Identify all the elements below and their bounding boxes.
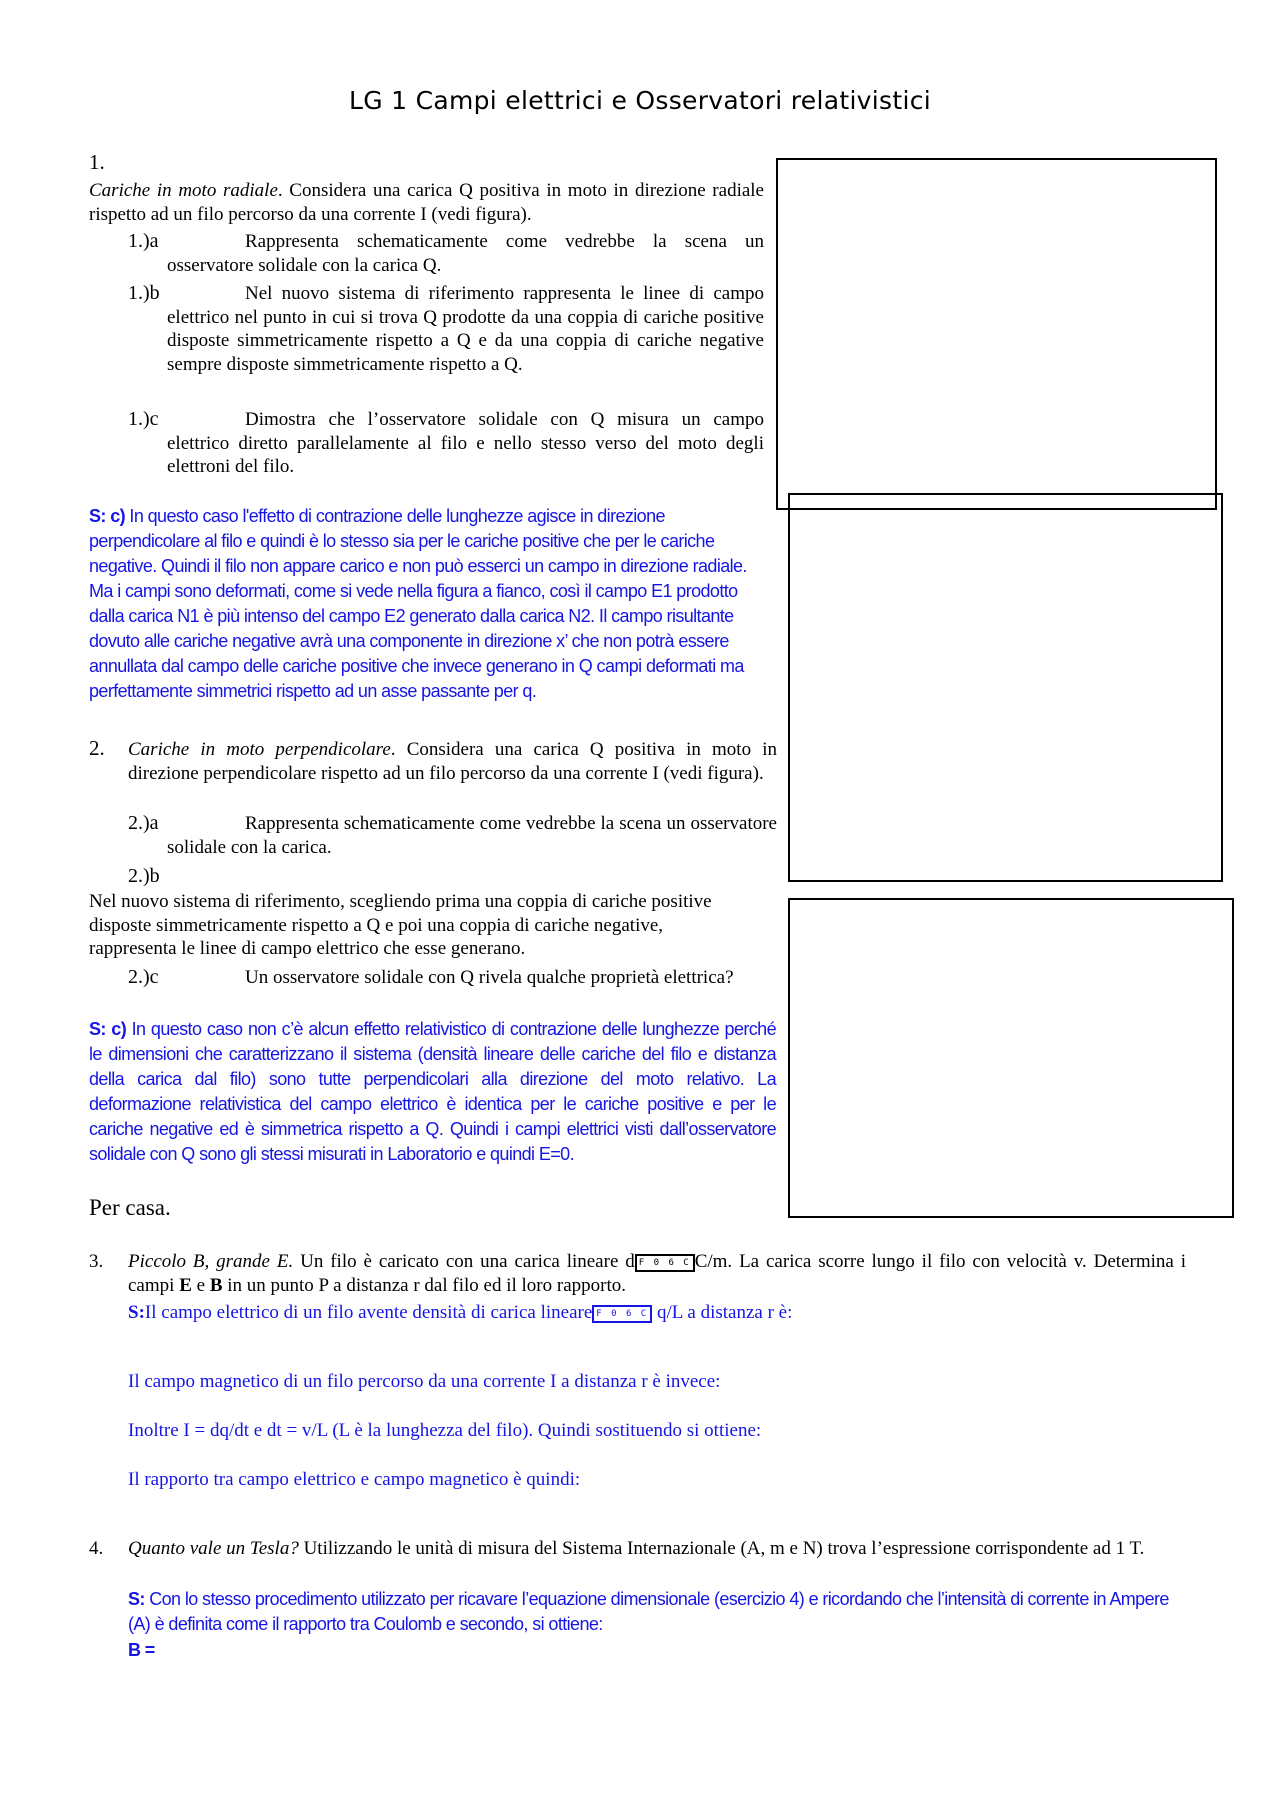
q3-text [128, 1250, 1186, 1297]
q3-text-part2: C/m. La carica scorre lungo il filo con velocità v. Determina i campi [128, 1251, 1186, 1296]
q4-solution-prefix: S: [128, 1589, 145, 1609]
q2-solution-text: In questo caso non c’è alcun effetto relativistico di contrazione delle lunghezze perché le dimensioni che caratterizzano il sistema (densità lineare delle cariche del filo e distanza della carica dal filo) sono tutte perpendicolari alla direzione del moto relativo. La deformazione relativistica del campo elettrico è identica per le cariche positive e per le cariche negative ed è simmetrica rispetto a Q. Quindi i campi elettrici visti dall’osservatore solidale con Q sono gli stessi misurati in Laboratorio e quindi E=0. [89, 1019, 776, 1164]
q1-item-b [128, 282, 764, 376]
q3-solution-part2: q/L a distanza r è: [652, 1302, 793, 1323]
q2-solution-prefix: S: c) [89, 1019, 127, 1039]
q2-item-b-label: 2.)b [128, 865, 160, 887]
q1-item-c-label: 1.)c [128, 408, 159, 430]
q4-solution-b [128, 1638, 155, 1663]
q3-text-part1: Un filo è caricato con una carica lineare d [293, 1251, 635, 1272]
q3-solution-ratio: Il rapporto tra campo elettrico e campo magnetico è quindi: [128, 1469, 581, 1490]
q3-solution-prefix: S: [128, 1302, 145, 1323]
homework-heading: Per casa. [89, 1195, 171, 1220]
q2-intro-text: . Considera una carica Q positiva in moto in direzione perpendicolare rispetto ad un filo percorso da una corrente I (vedi figura). [128, 739, 777, 784]
q2-item-a-text: Rappresenta schematicamente come vedrebbe la scena un osservatore solidale con la carica. [167, 813, 777, 858]
figure-frame-3 [788, 898, 1234, 1218]
q1-item-c-text: Dimostra che l’osservatore solidale con Q misura un campo elettrico diretto parallelamente al filo e nello stesso verso del moto degli elettroni del filo. [167, 409, 764, 477]
page-title: LG 1 Campi elettrici e Osservatori relativistici [349, 86, 931, 115]
q1-intro-text: . Considera una carica Q positiva in moto in direzione radiale rispetto ad un filo percorso da una corrente I (vedi figura). [89, 180, 764, 225]
q1-item-b-text: Nel nuovo sistema di riferimento rappresenta le linee di campo elettrico nel punto in cui si trova Q prodotte da una coppia di cariche positive disposte simmetricamente rispetto a Q e da una coppia di cariche negative sempre disposte simmetricamente rispetto a Q. [167, 283, 764, 375]
q3-text-part3: e [191, 1274, 210, 1296]
q2-item-c [128, 966, 777, 990]
q3-solution-current: Inoltre I = dq/dt e dt = v/L (L è la lunghezza del filo). Quindi sostituendo si ottiene: [128, 1420, 762, 1441]
q3-field-code: F 0 6 C [635, 1254, 695, 1272]
q2-item-a [128, 812, 777, 859]
q4-text-body: Utilizzando le unità di misura del Sistema Internazionale (A, m e N) trova l’espressione corrispondente ad 1 T. [298, 1538, 1145, 1559]
q4-solution [128, 1587, 1188, 1637]
q1-number: 1. [89, 150, 105, 174]
q1-item-b-label: 1.)b [128, 282, 160, 304]
q4-solution-b-text: B = [128, 1640, 155, 1660]
q1-item-a-text: Rappresenta schematicamente come vedrebbe la scena un osservatore solidale con la carica Q. [167, 231, 764, 276]
q2-heading: Cariche in moto perpendicolare [128, 739, 391, 760]
q1-heading: Cariche in moto radiale [89, 180, 278, 201]
q1-solution [89, 504, 773, 704]
q3-solution-part1: Il campo elettrico di un filo avente densità di carica lineare [144, 1302, 593, 1323]
q3-heading: Piccolo B, grande E. [128, 1251, 294, 1272]
q2-solution [89, 1017, 776, 1167]
q1-item-a-label: 1.)a [128, 230, 159, 252]
q4-text [128, 1537, 1186, 1561]
q2-item-a-label: 2.)a [128, 812, 159, 834]
q2-item-c-label: 2.)c [128, 966, 159, 988]
q2-intro [128, 738, 777, 785]
q1-solution-text: In questo caso l'effetto di contrazione delle lunghezze agisce in direzione perpendicolare al filo e quindi è lo stesso sia per le cariche positive che per le cariche negative. Quindi il filo non appare carico e non può esserci un campo in direzione radiale. Ma i campi sono deformati, come si vede nella figura a fianco, così il campo E1 prodotto dalla carica N1 è più intenso del campo E2 generato dalla carica N2. Il campo risultante dovuto alle cariche negative avrà una componente in direzione x’ che non potrà essere annullata dal campo delle cariche positive che invece generano in Q campi deformati ma perfettamente simmetrici rispetto ad un asse passante per q. [89, 506, 747, 701]
figure-frame-1 [776, 158, 1217, 510]
q1-item-c [128, 408, 764, 479]
q3-solution-magnetic: Il campo magnetico di un filo percorso da una corrente I a distanza r è invece: [128, 1371, 721, 1392]
q3-bold-b: B [209, 1274, 223, 1296]
q3-solution [128, 1301, 1186, 1325]
q3-number: 3. [89, 1251, 104, 1272]
figure-frame-2 [788, 493, 1223, 882]
q4-number: 4. [89, 1538, 104, 1559]
q1-intro [89, 179, 764, 226]
q3-bold-e: E [179, 1274, 192, 1296]
q4-solution-text: Con lo stesso procedimento utilizzato per ricavare l’equazione dimensionale (esercizio 4) e ricordando che l’intensità di corrente in Ampere (A) è definita come il rapporto tra Coulomb e secondo, si ottiene: [128, 1589, 1169, 1634]
q3-text-part4: in un punto P a distanza r dal filo ed il loro rapporto. [222, 1274, 626, 1296]
q2-number: 2. [89, 736, 105, 760]
q1-solution-prefix: S: c) [89, 506, 126, 526]
q2-item-c-text: Un osservatore solidale con Q rivela qualche proprietà elettrica? [245, 967, 734, 988]
q1-item-a [128, 230, 764, 277]
q4-heading: Quanto vale un Tesla? [128, 1538, 299, 1559]
q2-item-b-text: Nel nuovo sistema di riferimento, scegliendo prima una coppia di cariche positive disposte simmetricamente rispetto a Q e poi una coppia di cariche negative, rappresenta le linee di campo elettrico che esse generano. [89, 891, 712, 959]
q3-solution-field-code: F 0 6 C [592, 1305, 652, 1323]
